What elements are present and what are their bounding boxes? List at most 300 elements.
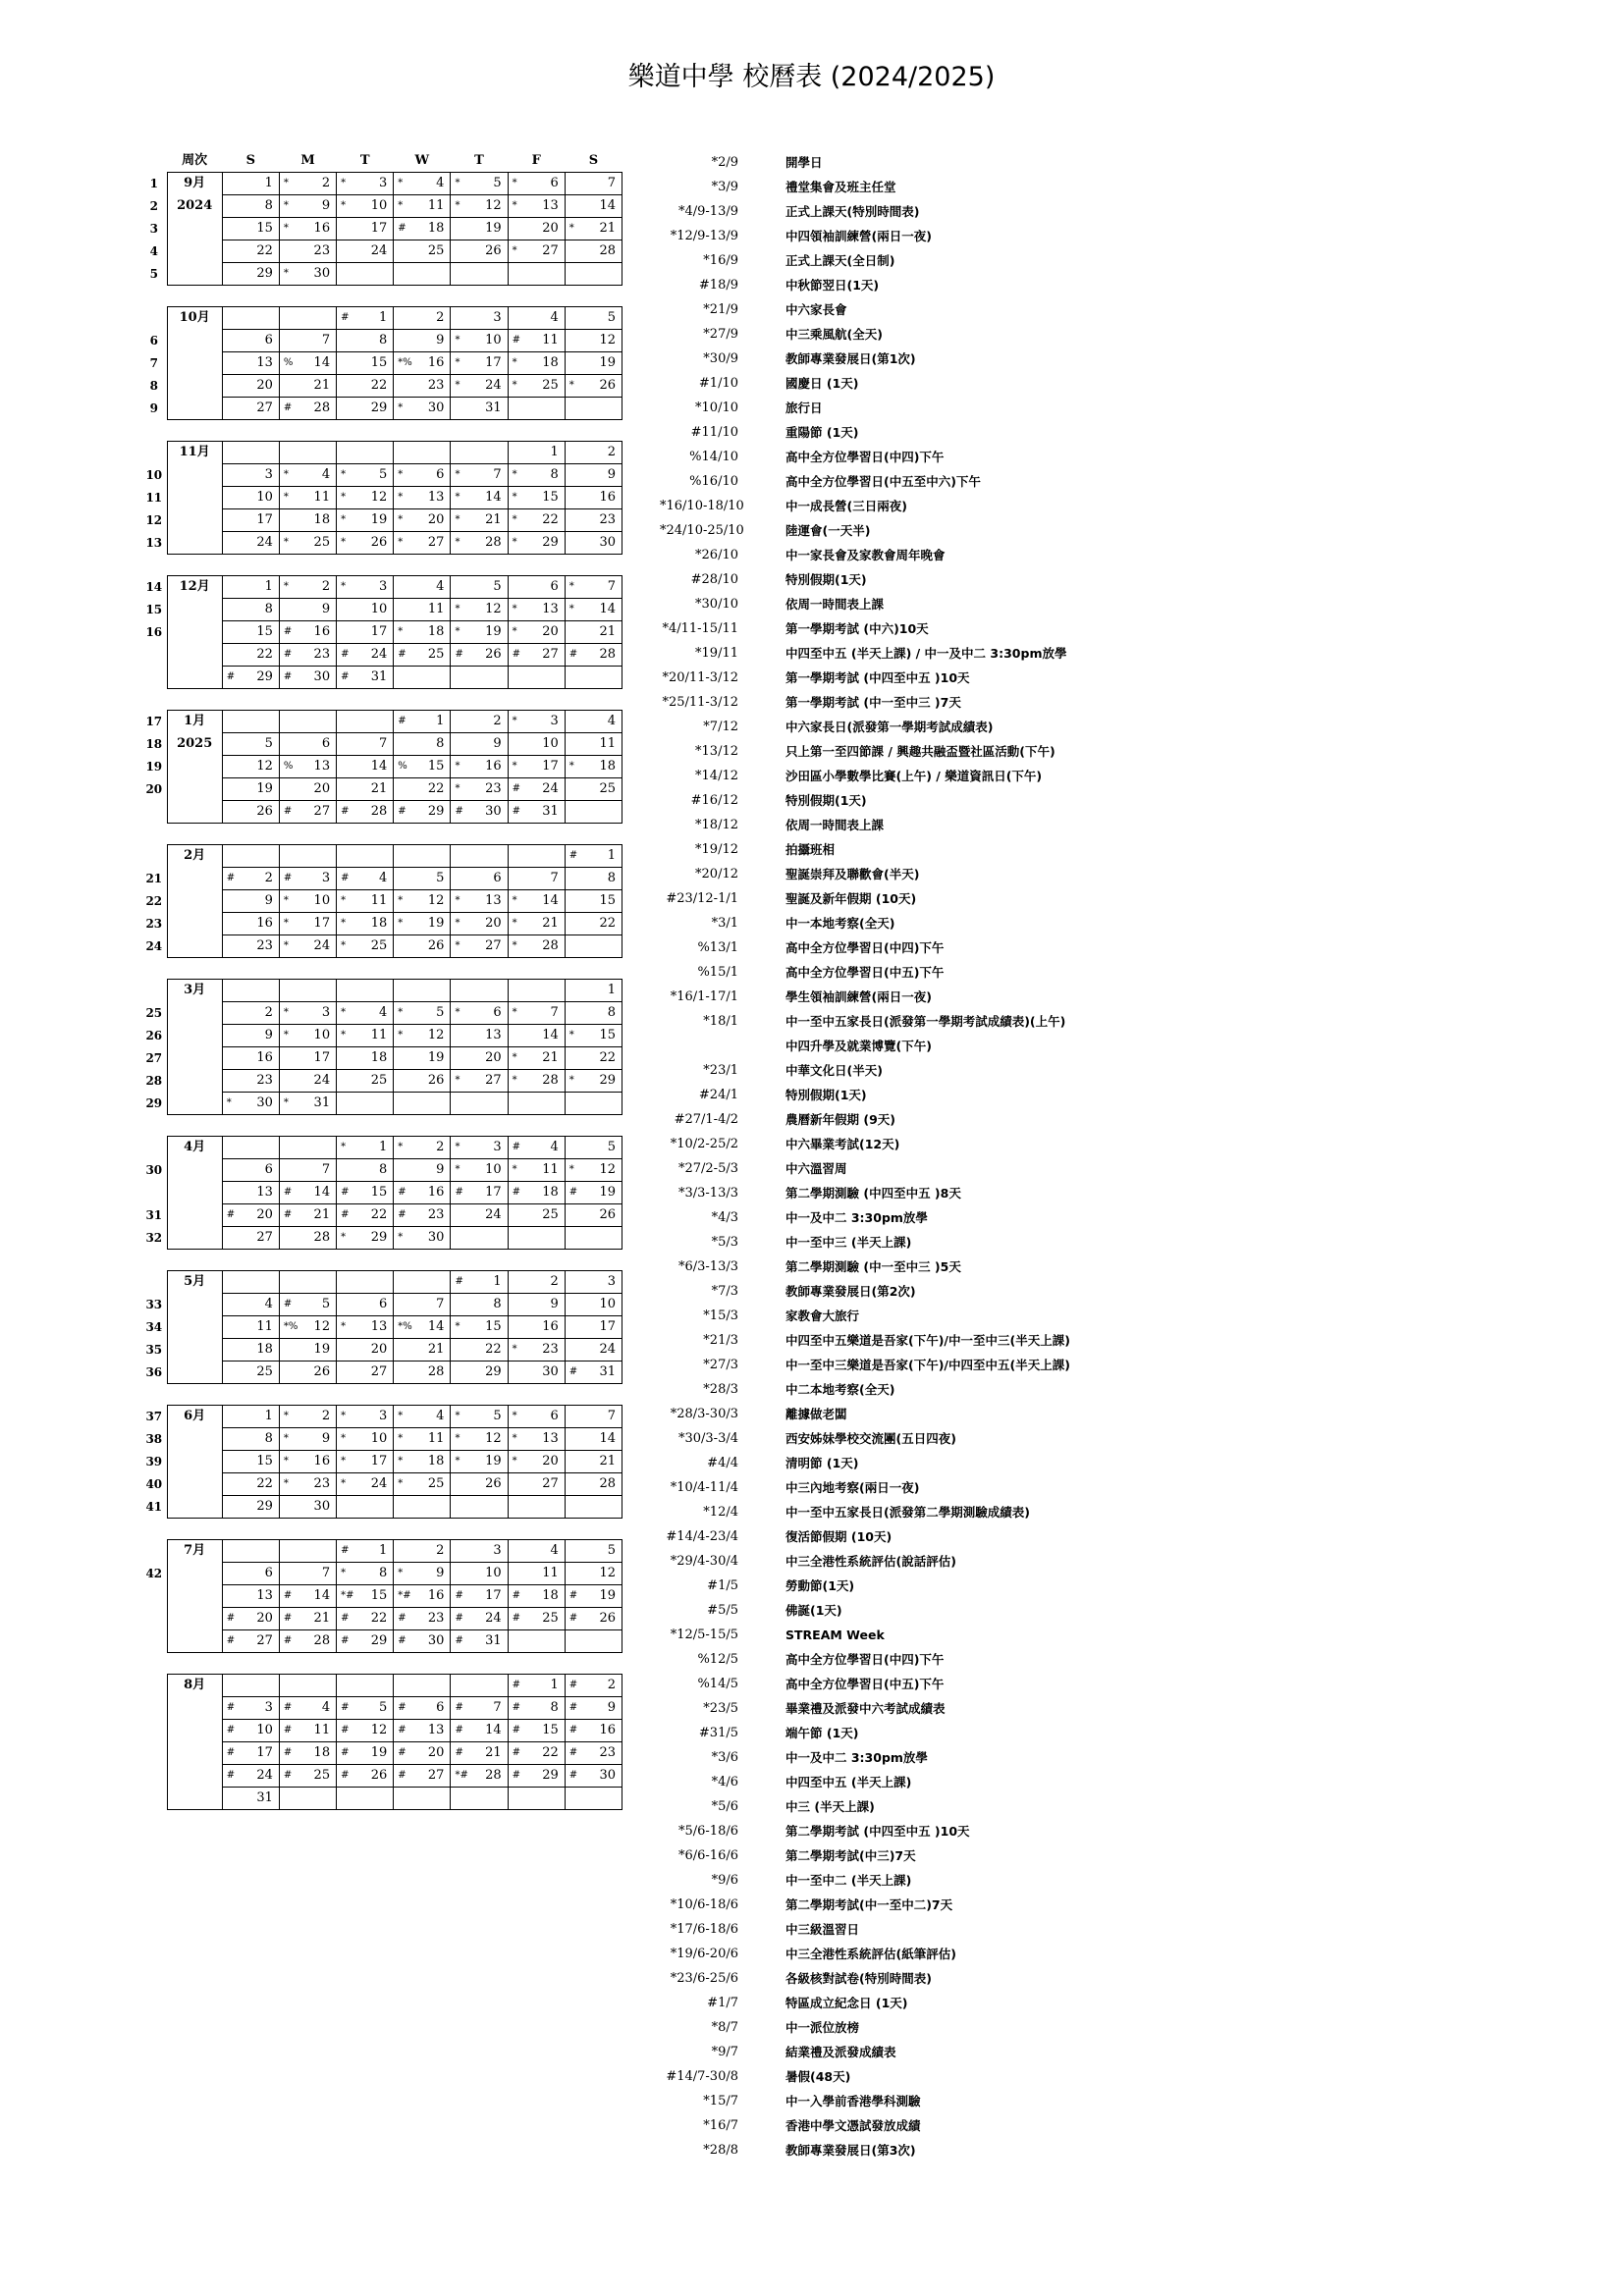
day-number: 21 xyxy=(427,1342,445,1357)
day-number: 28 xyxy=(599,243,616,258)
day-number: 9 xyxy=(436,1566,445,1580)
day-marker: # xyxy=(512,649,520,660)
calendar-week-row xyxy=(141,330,622,352)
calendar-day xyxy=(279,1182,336,1204)
day-marker: # xyxy=(512,335,520,346)
day-marker: * xyxy=(455,514,460,525)
day-number: 5 xyxy=(607,1140,616,1154)
day-number: 8 xyxy=(264,198,273,213)
day-number: 4 xyxy=(321,467,331,482)
day-number: 2 xyxy=(264,1005,273,1020)
calendar-day xyxy=(508,1496,565,1519)
calendar-day xyxy=(508,756,565,778)
day-number: 29 xyxy=(599,1073,616,1088)
month-year xyxy=(167,599,222,621)
week-number: 23 xyxy=(145,917,163,931)
day-marker: *% xyxy=(398,357,412,368)
day-number: 4 xyxy=(378,871,388,885)
day-number: 5 xyxy=(321,1297,331,1311)
event-description: 復活節假期 (10天) xyxy=(785,1529,893,1544)
calendar-day xyxy=(337,1473,394,1496)
day-number: 22 xyxy=(370,1611,388,1626)
day-number: 27 xyxy=(256,400,273,415)
calendar-day xyxy=(508,644,565,667)
week-number xyxy=(141,307,167,330)
day-number: 17 xyxy=(256,1745,273,1760)
event-item xyxy=(660,935,1602,960)
day-marker: # xyxy=(341,1635,350,1646)
day-marker: * xyxy=(455,1142,460,1152)
calendar-day xyxy=(279,644,336,667)
calendar-day xyxy=(508,487,565,509)
day-number: 21 xyxy=(370,781,388,796)
event-item xyxy=(660,1255,1602,1279)
calendar-day xyxy=(508,173,565,195)
day-marker: * xyxy=(341,581,347,592)
week-number: 33 xyxy=(145,1298,163,1311)
event-date: #16/12 xyxy=(690,793,738,808)
calendar-day xyxy=(279,890,336,913)
day-marker: * xyxy=(398,1433,404,1444)
event-item xyxy=(660,1500,1602,1524)
day-number: 16 xyxy=(427,1588,445,1603)
month-year xyxy=(167,1047,222,1070)
week-number xyxy=(141,801,167,824)
event-description: 聖誕崇拜及聯歡會(半天) xyxy=(785,867,920,881)
month-gap xyxy=(141,958,622,980)
month-label: 2月 xyxy=(167,845,222,868)
event-date: #24/1 xyxy=(698,1088,738,1102)
month-label: 12月 xyxy=(167,576,222,599)
event-date: *29/4-30/4 xyxy=(670,1554,738,1569)
calendar-day xyxy=(394,398,451,420)
month-gap xyxy=(141,286,622,307)
event-description: 教師專業發展日(第2次) xyxy=(785,1284,916,1299)
day-marker: * xyxy=(512,1456,517,1467)
calendar-day xyxy=(451,1675,508,1697)
week-number xyxy=(141,1271,167,1294)
event-date: #27/1-4/2 xyxy=(674,1112,738,1127)
day-number: 11 xyxy=(542,1162,559,1177)
day-number: 26 xyxy=(599,378,616,393)
calendar-day xyxy=(337,644,394,667)
day-number: 8 xyxy=(607,871,616,885)
calendar-day xyxy=(279,1047,336,1070)
event-item xyxy=(660,371,1602,396)
day-marker: # xyxy=(455,1725,463,1735)
month-year: 2024 xyxy=(167,195,222,218)
day-number: 19 xyxy=(485,221,502,236)
day-number: 15 xyxy=(485,1319,502,1334)
event-date: *12/4 xyxy=(703,1505,738,1520)
calendar-week-row xyxy=(141,935,622,958)
calendar-day xyxy=(337,1137,394,1159)
calendar-day xyxy=(279,375,336,398)
day-number: 12 xyxy=(485,1431,502,1446)
day-number: 2 xyxy=(321,1409,331,1423)
day-marker: * xyxy=(341,1007,347,1018)
calendar-day xyxy=(508,890,565,913)
calendar-day xyxy=(451,1159,508,1182)
day-number: 27 xyxy=(485,1073,502,1088)
calendar-day xyxy=(394,935,451,958)
day-number: 1 xyxy=(607,983,616,997)
calendar-day xyxy=(451,1025,508,1047)
calendar-week-row xyxy=(141,1362,622,1384)
calendar-day xyxy=(394,1720,451,1742)
day-number: 4 xyxy=(550,1140,559,1154)
calendar-day xyxy=(508,1047,565,1070)
event-date: *18/1 xyxy=(703,1014,738,1029)
day-number: 1 xyxy=(264,579,273,594)
calendar-day xyxy=(451,980,508,1002)
day-marker: * xyxy=(398,895,404,906)
day-marker: * xyxy=(341,1456,347,1467)
day-number: 18 xyxy=(427,624,445,639)
event-description: 中一至中三樂道是吾家(下午)/中四至中五(半天上課) xyxy=(785,1358,1070,1372)
week-number: 38 xyxy=(145,1432,163,1446)
calendar-day xyxy=(451,1294,508,1316)
day-number: 24 xyxy=(313,1073,331,1088)
day-marker: * xyxy=(398,918,404,929)
event-date: *8/7 xyxy=(711,2020,738,2035)
event-item xyxy=(660,1893,1602,1917)
calendar-day xyxy=(565,1002,622,1025)
day-marker: # xyxy=(512,1725,520,1735)
day-number: 23 xyxy=(427,1611,445,1626)
event-date: %12/5 xyxy=(697,1652,738,1667)
event-date: *28/3 xyxy=(703,1382,738,1397)
week-number xyxy=(141,1720,167,1742)
event-description: 中四升學及就業博覽(下午) xyxy=(785,1039,932,1053)
week-number xyxy=(141,1742,167,1765)
calendar-week-row xyxy=(141,240,622,263)
day-number: 23 xyxy=(599,1745,616,1760)
day-number: 18 xyxy=(427,1454,445,1468)
event-item xyxy=(660,224,1602,248)
day-marker: # xyxy=(398,1613,406,1624)
event-item xyxy=(660,837,1602,862)
day-number: 4 xyxy=(436,579,445,594)
event-date: #14/4-23/4 xyxy=(666,1529,738,1544)
day-marker: # xyxy=(398,716,406,726)
calendar-week-row xyxy=(141,1585,622,1608)
month-year xyxy=(167,1697,222,1720)
calendar-day xyxy=(451,935,508,958)
calendar-day xyxy=(279,1137,336,1159)
day-number: 1 xyxy=(493,1274,502,1289)
calendar-day xyxy=(222,1204,279,1227)
day-number: 8 xyxy=(436,736,445,751)
month-year xyxy=(167,263,222,286)
day-number: 14 xyxy=(599,1431,616,1446)
calendar-day xyxy=(394,330,451,352)
day-marker: * xyxy=(398,469,404,480)
day-number: 3 xyxy=(321,871,331,885)
calendar-day xyxy=(508,263,565,286)
day-marker: * xyxy=(455,1456,460,1467)
day-number: 5 xyxy=(607,1543,616,1558)
event-description: 第二學期測驗 (中一至中三 )5天 xyxy=(785,1259,961,1274)
event-description: 中一家長會及家教會周年晚會 xyxy=(785,548,946,562)
calendar-day xyxy=(565,576,622,599)
day-number: 14 xyxy=(313,355,331,370)
calendar-day xyxy=(337,398,394,420)
calendar-day xyxy=(508,464,565,487)
day-number: 12 xyxy=(427,893,445,908)
event-date: *10/4-11/4 xyxy=(670,1480,738,1495)
month-year xyxy=(167,890,222,913)
calendar-day xyxy=(279,1406,336,1428)
calendar-week-row xyxy=(141,1428,622,1451)
day-number: 23 xyxy=(256,938,273,953)
day-number: 9 xyxy=(264,893,273,908)
event-description: 端午節 (1天) xyxy=(785,1726,859,1740)
day-marker: * xyxy=(341,537,347,548)
day-marker: # xyxy=(455,1590,463,1601)
day-number: 2 xyxy=(436,1543,445,1558)
day-number: 18 xyxy=(542,1185,559,1200)
day-marker: *# xyxy=(455,1770,468,1781)
calendar-day xyxy=(508,1316,565,1339)
event-date: #1/7 xyxy=(707,1996,738,2010)
event-item xyxy=(660,1034,1602,1058)
day-marker: % xyxy=(283,761,294,772)
day-number: 7 xyxy=(321,1162,331,1177)
calendar-day xyxy=(337,1675,394,1697)
day-marker: * xyxy=(398,537,404,548)
event-date: *5/6-18/6 xyxy=(677,1824,738,1839)
calendar-day xyxy=(279,1204,336,1227)
day-number: 14 xyxy=(485,1723,502,1737)
calendar-day xyxy=(279,1159,336,1182)
calendar-day xyxy=(222,1788,279,1810)
day-number: 16 xyxy=(427,355,445,370)
event-description: 中三級溫習日 xyxy=(785,1922,860,1937)
day-number: 7 xyxy=(493,467,502,482)
week-number: 25 xyxy=(145,1006,163,1020)
day-number: 12 xyxy=(427,1028,445,1042)
calendar-day xyxy=(451,599,508,621)
calendar-day xyxy=(337,599,394,621)
day-number: 9 xyxy=(607,1700,616,1715)
header-spacer xyxy=(141,150,167,173)
calendar-day xyxy=(279,711,336,733)
calendar-day xyxy=(279,935,336,958)
day-number: 13 xyxy=(313,759,331,774)
day-marker: * xyxy=(283,492,289,503)
week-number: 34 xyxy=(145,1320,163,1334)
event-date: *30/10 xyxy=(695,597,738,612)
day-marker: # xyxy=(455,649,463,660)
calendar-day xyxy=(565,1294,622,1316)
day-number: 15 xyxy=(370,1588,388,1603)
day-marker: # xyxy=(398,1702,406,1713)
day-number: 14 xyxy=(542,1028,559,1042)
day-number: 15 xyxy=(370,1185,388,1200)
calendar-day xyxy=(508,711,565,733)
calendar-day xyxy=(337,1093,394,1115)
calendar-day xyxy=(394,1070,451,1093)
day-number: 25 xyxy=(427,243,445,258)
event-description: STREAM Week xyxy=(785,1628,885,1642)
day-marker: * xyxy=(455,783,460,794)
month-year xyxy=(167,1362,222,1384)
calendar-day xyxy=(222,980,279,1002)
month-year xyxy=(167,1159,222,1182)
event-item xyxy=(660,641,1602,666)
day-number: 18 xyxy=(313,1745,331,1760)
day-marker: # xyxy=(398,1187,406,1198)
day-number: 22 xyxy=(256,1476,273,1491)
day-number: 28 xyxy=(485,535,502,550)
day-number: 21 xyxy=(599,221,616,236)
calendar-day xyxy=(565,1585,622,1608)
calendar-day xyxy=(451,1428,508,1451)
day-number: 18 xyxy=(427,221,445,236)
week-number: 10 xyxy=(145,468,163,482)
calendar-day xyxy=(451,1563,508,1585)
month-gap xyxy=(141,1250,622,1271)
calendar-day xyxy=(565,1070,622,1093)
day-number: 30 xyxy=(542,1364,559,1379)
day-number: 29 xyxy=(256,1499,273,1514)
day-marker: * xyxy=(283,1411,289,1421)
calendar-day xyxy=(279,173,336,195)
event-date: *3/1 xyxy=(711,916,738,931)
calendar-day xyxy=(279,621,336,644)
week-number xyxy=(141,1630,167,1653)
day-marker: # xyxy=(512,1187,520,1198)
event-item xyxy=(660,494,1602,518)
day-number: 25 xyxy=(256,1364,273,1379)
day-marker: # xyxy=(226,1747,236,1758)
day-marker: * xyxy=(512,514,517,525)
day-marker: * xyxy=(455,1433,460,1444)
event-item xyxy=(660,1917,1602,1942)
day-marker: # xyxy=(455,1187,463,1198)
event-date: %15/1 xyxy=(697,965,738,980)
week-number xyxy=(141,1608,167,1630)
calendar-day xyxy=(565,375,622,398)
day-number: 30 xyxy=(427,400,445,415)
calendar-day xyxy=(394,890,451,913)
day-number: 19 xyxy=(370,1745,388,1760)
day-marker: # xyxy=(341,1725,350,1735)
day-number: 10 xyxy=(370,602,388,616)
event-item xyxy=(660,1083,1602,1107)
week-number xyxy=(141,1675,167,1697)
calendar-day xyxy=(394,913,451,935)
day-marker: * xyxy=(283,223,289,234)
calendar-day xyxy=(508,667,565,689)
calendar-day xyxy=(222,1697,279,1720)
calendar-day xyxy=(222,599,279,621)
day-number: 22 xyxy=(599,916,616,931)
day-number: 22 xyxy=(427,781,445,796)
event-description: 中四至中五 (半天上課) xyxy=(785,1775,912,1789)
day-number: 12 xyxy=(485,198,502,213)
day-number: 10 xyxy=(485,1162,502,1177)
day-number: 2 xyxy=(264,871,273,885)
day-marker: * xyxy=(341,940,347,951)
calendar-day xyxy=(279,756,336,778)
calendar-day xyxy=(279,307,336,330)
calendar-day xyxy=(337,1339,394,1362)
calendar-week-row xyxy=(141,868,622,890)
calendar-day xyxy=(222,576,279,599)
day-number: 27 xyxy=(256,1633,273,1648)
calendar-day xyxy=(394,1540,451,1563)
calendar-day xyxy=(337,1025,394,1047)
day-marker: # xyxy=(568,1770,578,1781)
day-number: 16 xyxy=(313,624,331,639)
day-number: 29 xyxy=(370,400,388,415)
calendar-day xyxy=(222,778,279,801)
day-number: 28 xyxy=(427,1364,445,1379)
calendar-day xyxy=(337,1540,394,1563)
day-marker: * xyxy=(568,581,574,592)
event-item xyxy=(660,248,1602,273)
month-gap xyxy=(141,1115,622,1137)
day-number: 22 xyxy=(370,1207,388,1222)
event-description: 畢業禮及派發中六考試成績表 xyxy=(785,1701,946,1716)
day-marker: # xyxy=(568,1590,578,1601)
event-date: *15/7 xyxy=(703,2094,738,2109)
calendar-day xyxy=(565,352,622,375)
day-number: 10 xyxy=(542,736,559,751)
day-number: 24 xyxy=(256,535,273,550)
calendar-day xyxy=(451,1271,508,1294)
calendar-day xyxy=(337,980,394,1002)
day-marker: # xyxy=(455,1276,463,1287)
event-date: *7/3 xyxy=(711,1284,738,1299)
event-description: 佛誕(1天) xyxy=(785,1603,842,1618)
week-number xyxy=(141,667,167,689)
event-item xyxy=(660,2015,1602,2040)
event-date: *4/11-15/11 xyxy=(662,621,738,636)
day-number: 6 xyxy=(264,1566,273,1580)
week-number: 4 xyxy=(149,244,158,258)
calendar-day xyxy=(222,801,279,824)
month-year: 2025 xyxy=(167,733,222,756)
calendar-day xyxy=(565,644,622,667)
calendar-day xyxy=(394,711,451,733)
calendar-day xyxy=(279,487,336,509)
calendar-week-row xyxy=(141,1316,622,1339)
day-marker: # xyxy=(283,1635,293,1646)
event-item xyxy=(660,1721,1602,1745)
day-number: 5 xyxy=(493,176,502,190)
day-marker: # xyxy=(512,1613,520,1624)
day-marker: * xyxy=(283,1456,289,1467)
day-marker: * xyxy=(283,1478,289,1489)
header-day-2: M xyxy=(300,153,315,168)
day-number: 14 xyxy=(542,893,559,908)
month-year xyxy=(167,398,222,420)
day-number: 6 xyxy=(264,1162,273,1177)
month-year xyxy=(167,1630,222,1653)
day-number: 7 xyxy=(550,1005,559,1020)
month-gap xyxy=(141,1653,622,1675)
day-number: 3 xyxy=(493,1140,502,1154)
day-number: 21 xyxy=(599,624,616,639)
calendar-day xyxy=(279,980,336,1002)
event-date: #28/10 xyxy=(690,572,738,587)
month-year xyxy=(167,1227,222,1250)
day-number: 4 xyxy=(550,1543,559,1558)
calendar-week-row xyxy=(141,307,622,330)
